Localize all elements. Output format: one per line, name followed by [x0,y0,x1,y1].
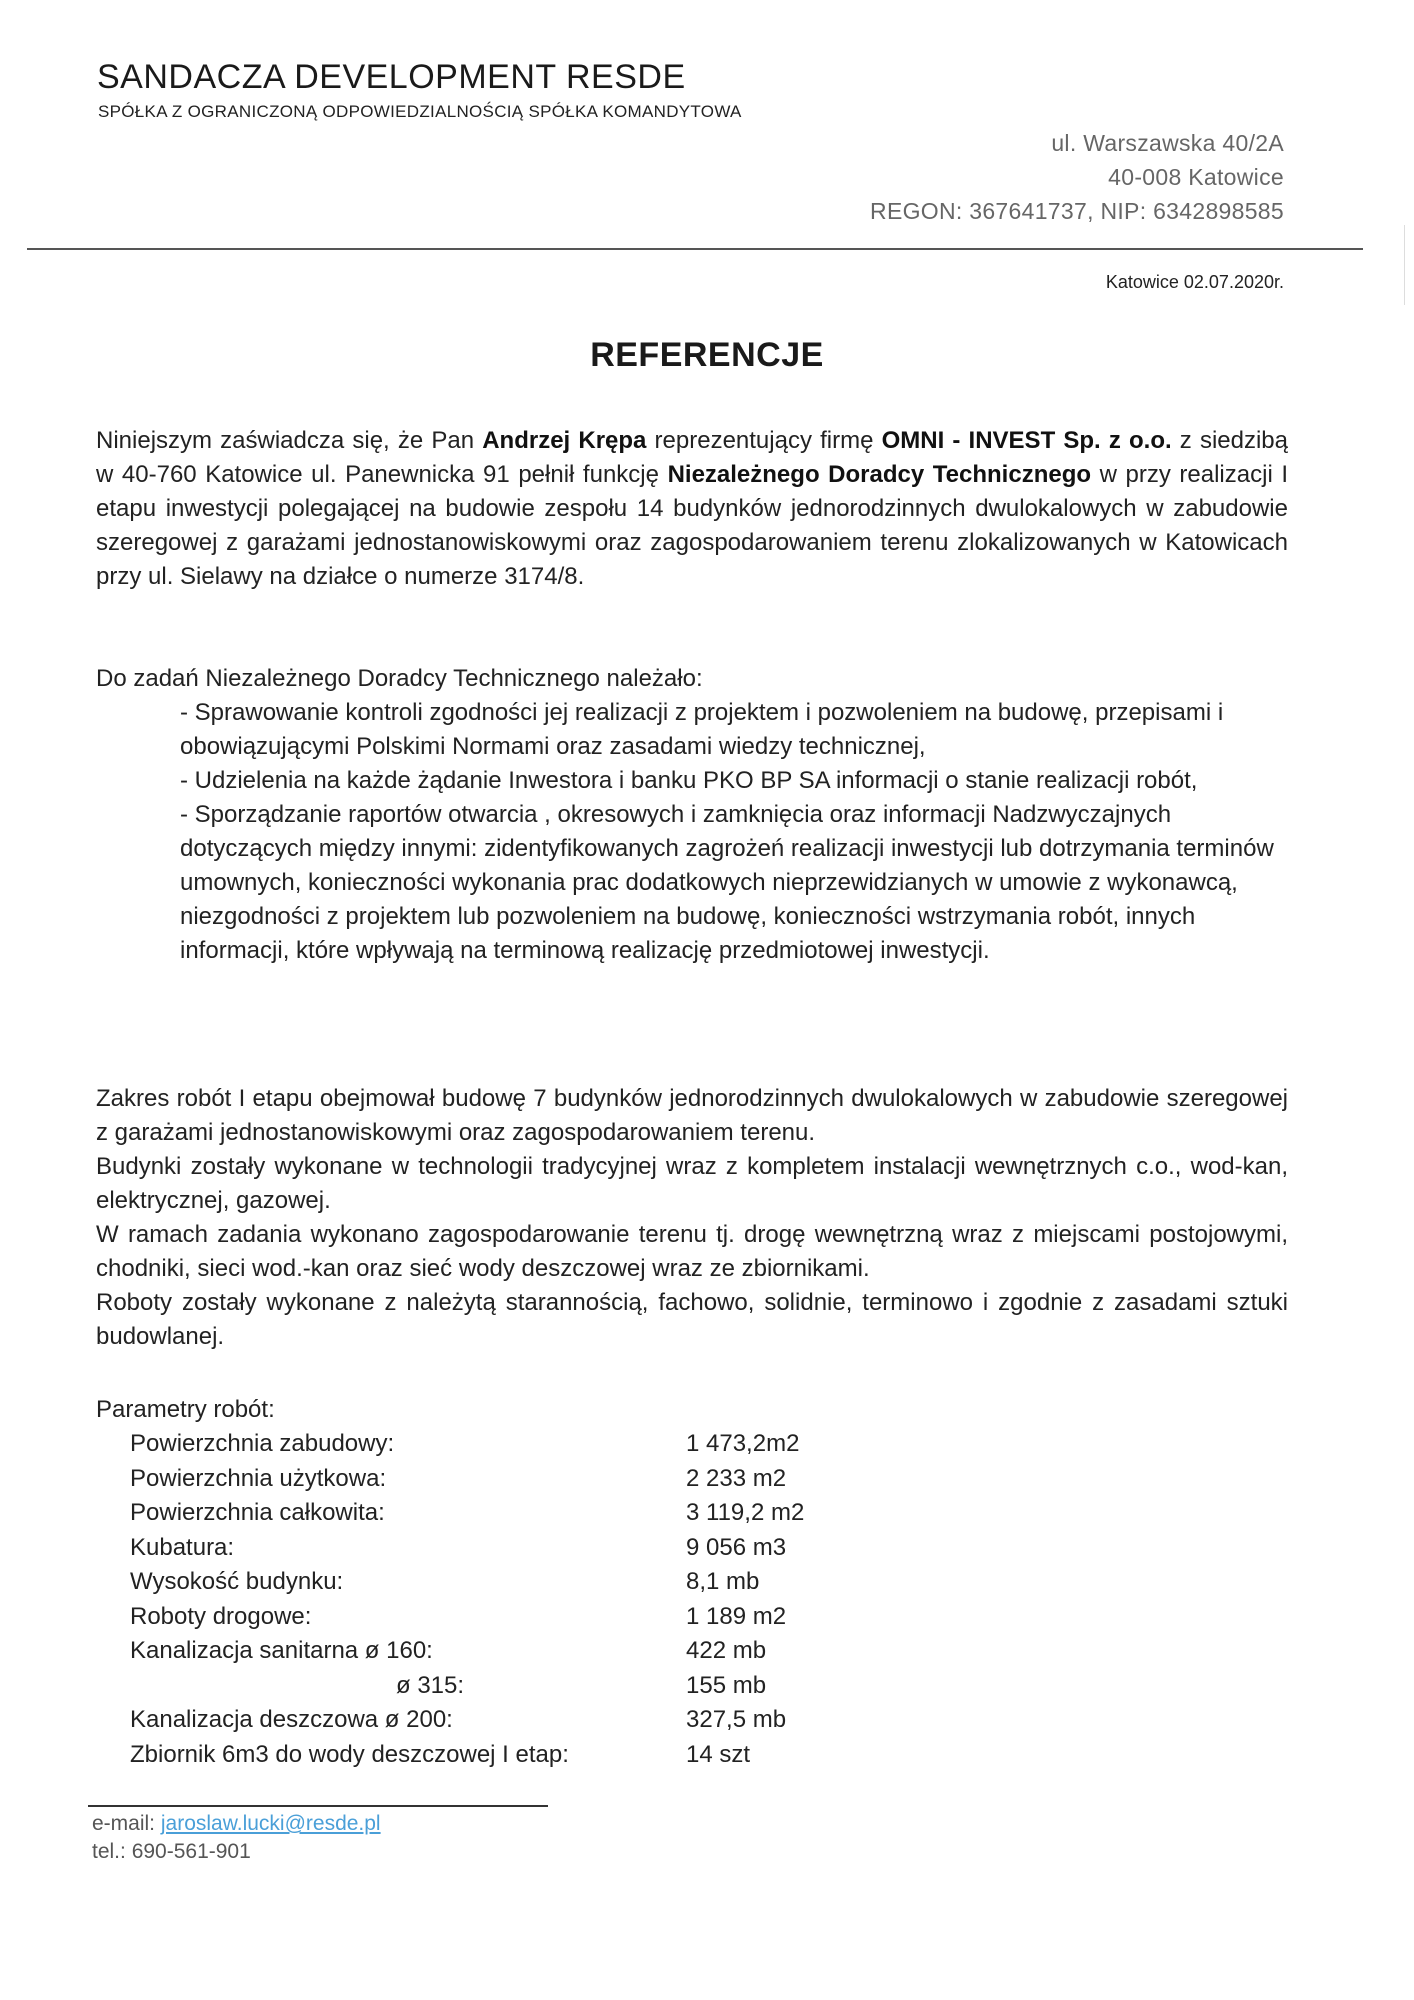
parameter-value: 9 056 m3 [686,1533,787,1561]
email-label: e-mail: [92,1812,161,1835]
phone-number: 690-561-901 [131,1840,251,1863]
parameter-value: 327,5 mb [686,1706,787,1733]
company-reference: OMNI - INVEST Sp. z o.o. [881,427,1172,454]
parameter-value: 155 mb [686,1671,767,1699]
contact-footer [92,1810,381,1866]
scope-line: Budynki zostały wykonane w technologii tradycyjnej wraz z kompletem instalacji wewnętrznych c.o., wod-kan, elektrycznej, gazowej. [96,1153,1288,1214]
intro-text-2: reprezentujący firmę [646,427,882,454]
address-street: ul. Warszawska 40/2A [1051,130,1284,156]
email-line [92,1810,381,1838]
company-legal-form: SPÓŁKA Z OGRANICZONĄ ODPOWIEDZIALNOŚCIĄ SPÓŁKA KOMANDYTOWA [98,102,742,121]
parameter-label: Powierzchnia użytkowa: [130,1464,387,1492]
duties-heading: Do zadań Niezależnego Doradcy Technicznego należało: [96,665,703,692]
duty-item: - Sporządzanie raportów otwarcia , okresowych i zamknięcia oraz informacji Nadzwyczajnych dotyczących między innymi: zidentyfikowanych zagrożeń realizacji inwestycji lub dotrzymania terminów umownych, konieczności wykonania prac dodatkowych nieprzewidzianych w umowie z wykonawcą, niezgodności z projektem lub pozwoleniem na budowę, konieczności wstrzymania robót, innych informacji, które wpływają na terminową realizację przedmiotowej inwestycji. [180,801,1274,964]
duties-list [180,696,1290,968]
email-link[interactable]: jaroslaw.lucki@resde.pl [160,1812,381,1835]
person-name: Andrzej Krępa [482,427,647,454]
scan-edge-mark [1404,225,1405,305]
intro-text-4: w przy realizacji I etapu inwestycji polegającej na budowie zespołu 14 budynków jednorodzinnych dwulokalowych w zabudowie szeregowej z garażami jednostanowiskowymi oraz zagospodarowaniem terenu zlokalizowanych w Katowicach przy ul. Sielawy na działce o numerze 3174/8. [96,461,1289,590]
footer-divider [88,1805,548,1807]
parameter-value: 1 189 m2 [686,1602,787,1630]
parameter-label: Kanalizacja sanitarna ø 160: [130,1637,433,1664]
intro-text-1: Niniejszym zaświadcza się, że Pan [96,427,483,454]
parameter-label: Zbiornik 6m3 do wody deszczowej I etap: [130,1740,569,1768]
parameter-label: Wysokość budynku: [130,1568,344,1595]
parameter-label: Kanalizacja deszczowa ø 200: [130,1706,453,1733]
document-title: REFERENCJE [590,336,824,374]
address-city: 40-008 Katowice [1108,164,1284,190]
duty-item: - Udzielenia na każde żądanie Inwestora i banku PKO BP SA informacji o stanie realizacji robót, [180,767,1198,794]
parameter-label: Roboty drogowe: [130,1602,312,1630]
parameter-value: 422 mb [686,1637,767,1664]
parameter-value: 14 szt [686,1740,751,1768]
parameter-value: 2 233 m2 [686,1464,787,1492]
header-divider [27,248,1363,250]
parameter-label: Kubatura: [130,1533,235,1561]
parameter-value: 3 119,2 m2 [686,1499,805,1526]
intro-text-3: z siedzibą w 40-760 Katowice ul. Panewnicka 91 pełnił funkcję [96,427,1289,488]
parameter-value: 8,1 mb [686,1568,760,1595]
scope-line: Roboty zostały wykonane z należytą starannością, fachowo, solidnie, terminowo i zgodnie z zasadami sztuki budowlanej. [96,1289,1288,1350]
registry-numbers: REGON: 367641737, NIP: 6342898585 [870,198,1284,224]
date-line: Katowice 02.07.2020r. [1105,272,1284,292]
parameter-value: 1 473,2m2 [686,1430,800,1457]
scope-paragraph [96,1082,1288,1354]
parameters-heading: Parametry robót: [96,1396,275,1423]
duty-item: - Sprawowanie kontroli zgodności jej realizacji z projektem i pozwoleniem na budowę, przepisami i obowiązującymi Polskimi Normami oraz zasadami wiedzy technicznej, [180,699,1224,760]
scope-line: Zakres robót I etapu obejmował budowę 7 budynków jednorodzinnych dwulokalowych w zabudowie szeregowej z garażami jednostanowiskowymi oraz zagospodarowaniem terenu. [96,1085,1288,1146]
scope-line: W ramach zadania wykonano zagospodarowanie terenu tj. drogę wewnętrzną wraz z miejscami postojowymi, chodniki, sieci wod.-kan oraz sieć wody deszczowej wraz ze zbiornikami. [96,1221,1288,1282]
parameter-label: Powierzchnia zabudowy: [130,1430,395,1457]
role-name: Niezależnego Doradcy Technicznego [667,461,1092,488]
parameter-label: ø 315: [396,1671,465,1699]
parameter-label: Powierzchnia całkowita: [130,1499,385,1526]
phone-label: tel.: [92,1840,132,1863]
intro-paragraph [96,424,1288,594]
phone-line [92,1838,381,1866]
company-name: SANDACZA DEVELOPMENT RESDE [97,58,686,96]
